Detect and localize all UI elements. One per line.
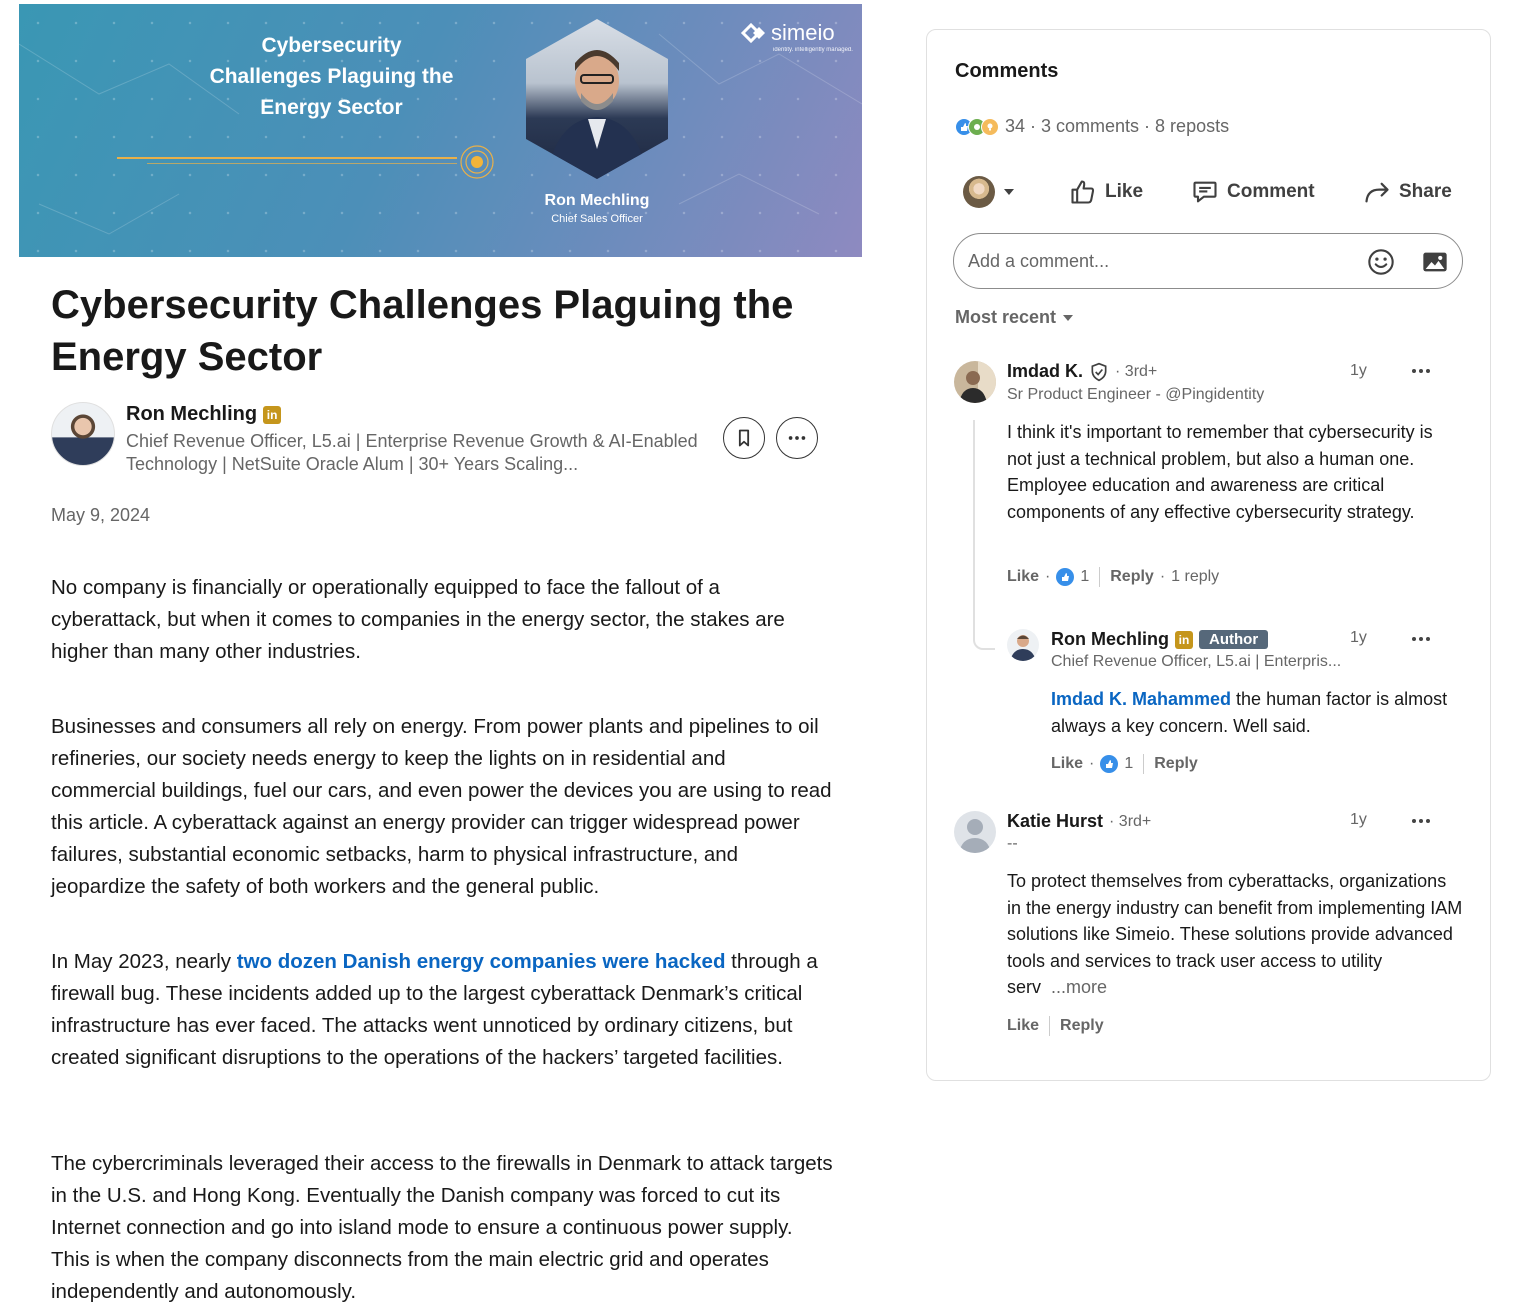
author-name[interactable]: Ron Mechling (126, 403, 258, 425)
share-arrow-icon (1363, 178, 1391, 206)
comment-text: I think it's important to remember that cybersecurity is not just a technical problem, but also a human one. Employee education and awareness are critical components of any effective cybersecurity strategy. (1007, 422, 1433, 522)
author-name-link[interactable] (126, 403, 281, 426)
comment-like-count[interactable]: 1 (1080, 568, 1090, 585)
article-more-options-button[interactable] (776, 417, 818, 459)
comment-timestamp: 1y (1350, 811, 1367, 828)
article-paragraph-1: No company is financially or operationally equipped to face the fallout of a cyberattack, but when it comes to companies in the energy sector, the stakes are higher than many other industries. (51, 576, 785, 663)
banner-title: Cybersecurity Challenges Plaguing the Energy Sector (209, 34, 454, 119)
target-icon (460, 145, 494, 179)
insightful-reaction-icon (981, 118, 999, 136)
add-comment-input[interactable] (968, 248, 1348, 274)
simeio-logo-icon (741, 22, 767, 44)
divider (1143, 754, 1144, 774)
separator-dot: · (1089, 755, 1095, 772)
reply-thread-line (973, 420, 995, 650)
author-avatar[interactable] (51, 402, 115, 466)
like-label: Like (1105, 181, 1144, 202)
comment-text (1007, 868, 1463, 1001)
banner-accent-line-thin (147, 163, 457, 164)
commenter-name[interactable]: Katie Hurst (1007, 811, 1104, 831)
banner-brand-logo (741, 20, 853, 53)
like-button[interactable] (1069, 170, 1143, 214)
reply-author-name-row (1051, 629, 1268, 650)
commenter-headline: -- (1007, 835, 1018, 852)
commenter-name-row (1007, 361, 1157, 382)
separator-dot: · (1045, 568, 1051, 585)
paragraph-text: through a firewall bug. These incidents added up to the largest cyberattack Denmark’s critical infrastructure has ever faced. The attacks went unnoticed by ordinary citizens, but created significant disruptions to the operations of the hackers’ targeted facilities. (51, 950, 818, 1069)
linkedin-premium-icon: in (263, 406, 281, 424)
banner-accent-line (117, 157, 457, 159)
comment-button[interactable] (1191, 170, 1315, 214)
share-label: Share (1399, 181, 1452, 202)
comment-timestamp: 1y (1350, 362, 1367, 379)
banner-brand-name: simeio (771, 20, 835, 45)
comment-icon (1191, 178, 1219, 206)
banner-person-name: Ron Mechling (544, 192, 650, 209)
comment-options-button[interactable] (1407, 361, 1435, 381)
ellipsis-icon (786, 427, 808, 449)
reply-author-avatar[interactable] (1007, 629, 1039, 661)
default-avatar-icon (954, 811, 996, 853)
article-title: Cybersecurity Challenges Plaguing the Energy Sector (51, 283, 794, 379)
author-badge: Author (1199, 630, 1268, 649)
article-paragraph-3 (51, 946, 836, 1074)
connection-degree: · 3rd+ (1109, 812, 1152, 830)
thumbs-up-icon (1069, 178, 1097, 206)
comments-panel (926, 29, 1491, 1081)
reply-author-name[interactable]: Ron Mechling (1051, 629, 1169, 649)
connection-degree: · 3rd+ (1115, 362, 1158, 380)
danish-hack-link[interactable]: two dozen Danish energy companies were hacked (236, 950, 726, 973)
comment-reply-button[interactable]: Reply (1110, 568, 1154, 585)
commenter-name[interactable]: Imdad K. (1007, 361, 1084, 381)
comment-reply-button[interactable]: Reply (1060, 1017, 1104, 1034)
image-icon (1421, 248, 1449, 276)
reactions-summary[interactable] (955, 116, 1229, 137)
add-comment-box[interactable] (953, 233, 1463, 289)
divider (1099, 567, 1100, 587)
comment-options-button[interactable] (1407, 811, 1435, 831)
comment-label: Comment (1227, 181, 1315, 202)
comment-like-button[interactable]: Like (1007, 568, 1040, 585)
emoji-button[interactable] (1366, 247, 1396, 277)
add-image-button[interactable] (1420, 247, 1450, 277)
like-reaction-icon (1056, 568, 1074, 586)
caret-down-icon (1003, 188, 1015, 196)
commenter-name-row (1007, 811, 1151, 832)
reply-author-headline: Chief Revenue Officer, L5.ai | Enterpris... (1051, 653, 1342, 670)
comments-title: Comments (955, 60, 1059, 82)
share-button[interactable] (1363, 170, 1452, 214)
sort-label: Most recent (955, 307, 1057, 327)
article-banner-image (19, 4, 862, 257)
like-reaction-icon (1100, 755, 1118, 773)
save-article-button[interactable] (723, 417, 765, 459)
verified-shield-icon (1089, 362, 1109, 382)
current-user-avatar (963, 176, 995, 208)
paragraph-text: In May 2023, nearly (51, 950, 237, 973)
post-actions-bar (955, 170, 1465, 214)
bookmark-icon (734, 428, 754, 448)
reply-like-count[interactable]: 1 (1124, 755, 1134, 772)
reply-options-button[interactable] (1407, 629, 1435, 649)
comment-actions (1007, 567, 1219, 587)
commenter-avatar-katie[interactable] (954, 811, 996, 853)
emoji-smile-icon (1367, 248, 1395, 276)
article-paragraph-2: Businesses and consumers all rely on energy. From power plants and pipelines to oil refineries, our society needs energy to keep the lights on in residential and commercial buildings, fuel our cars, and even power the devices you are using to read this article. A cyberattack against an energy provider can trigger widespread power failures, substantial economic setbacks, harm to physical infrastructure, and jeopardize the safety of both workers and the general public. (51, 715, 832, 898)
reactions-stats[interactable]: 34 · 3 comments · 8 reposts (1005, 116, 1230, 136)
replies-count-link[interactable]: 1 reply (1171, 568, 1220, 585)
reaction-identity-switcher[interactable] (963, 170, 1015, 214)
comment-like-button[interactable]: Like (1007, 1017, 1040, 1034)
reply-reply-button[interactable]: Reply (1154, 755, 1198, 772)
linkedin-premium-icon: in (1175, 631, 1193, 649)
commenter-headline: Sr Product Engineer - @Pingidentity (1007, 386, 1265, 403)
reply-actions (1051, 754, 1198, 774)
publish-date: May 9, 2024 (51, 505, 151, 525)
comment-body-text: To protect themselves from cyberattacks, organizations in the energy industry can benefit from implementing IAM solutions like Simeio. These solutions provide advanced tools and services to track user access to utility serv (1007, 871, 1463, 997)
comment-actions (1007, 1016, 1104, 1036)
reply-body-text: the human factor is almost always a key concern. Well said. (1051, 689, 1448, 736)
banner-person-role: Chief Sales Officer (551, 213, 643, 225)
caret-down-icon (1062, 314, 1074, 322)
article-paragraph-4: The cybercriminals leveraged their access to the firewalls in Denmark to attack targets in the U.S. and Hong Kong. Eventually the Danish company was forced to cut its Internet connection and go into island mode to ensure a continuous power supply. This is when the company disconnects from the main electric grid and operates independently and autonomously. (51, 1152, 833, 1303)
reply-timestamp: 1y (1350, 629, 1367, 646)
commenter-avatar-imdad[interactable] (954, 361, 996, 403)
separator-dot: · (1159, 568, 1166, 585)
sort-comments-dropdown[interactable] (955, 307, 1074, 328)
reply-like-button[interactable]: Like (1051, 755, 1084, 772)
see-more-link[interactable]: ...more (1051, 977, 1108, 997)
mention-link[interactable]: Imdad K. Mahammed (1051, 689, 1232, 709)
reply-text (1051, 686, 1451, 739)
banner-brand-tagline: identity. intelligently managed. (773, 47, 853, 53)
divider (1049, 1016, 1050, 1036)
author-headline: Chief Revenue Officer, L5.ai | Enterprise Revenue Growth & AI-Enabled Technology | NetSuite Oracle Alum | 30+ Years Scaling... (126, 431, 698, 474)
